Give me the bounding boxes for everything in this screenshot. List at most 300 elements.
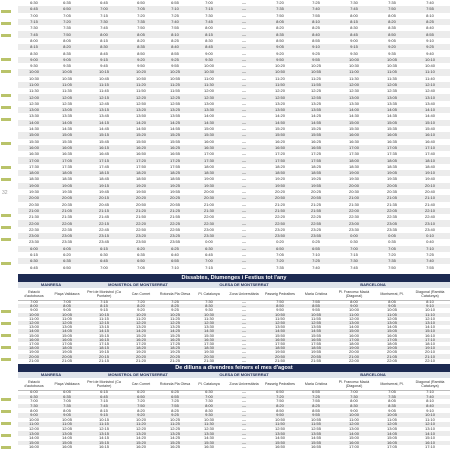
table-cell: 9:40 <box>426 50 434 56</box>
table-cell: 19:10 <box>424 170 435 176</box>
table-cell: 7:15 <box>100 398 108 404</box>
table-cell: 16:15 <box>98 336 109 342</box>
table-cell: — <box>242 37 246 43</box>
table-cell: 20:35 <box>386 189 397 195</box>
table-cell: 21:35 <box>61 214 72 220</box>
table-cell: — <box>242 412 246 418</box>
table-cell: 8:35 <box>137 44 145 50</box>
table-cell: 10:30 <box>348 63 359 69</box>
table-cell: 14:00 <box>203 113 214 119</box>
table-cell: 20:20 <box>135 353 146 359</box>
table-cell: 18:00 <box>28 170 39 176</box>
table-cell: 23:15 <box>98 233 109 239</box>
table-cell: 18:35 <box>61 176 72 182</box>
row-marker-icon <box>1 346 11 349</box>
table-cell: 20:25 <box>169 353 180 359</box>
table-cell: 8:20 <box>137 303 145 309</box>
table-cell: 8:55 <box>426 31 434 37</box>
column-header: Rotonda Pla Olesa <box>159 292 191 296</box>
table-cell: 18:25 <box>169 345 180 351</box>
table-cell: 16:05 <box>386 439 397 445</box>
table-cell: 13:15 <box>98 430 109 436</box>
table-row <box>18 94 450 100</box>
table-cell: 8:05 <box>63 37 71 43</box>
table-cell: 11:00 <box>204 75 214 81</box>
table-cell: 9:20 <box>137 56 145 62</box>
table-cell: 8:45 <box>205 44 213 50</box>
table-cell: 22:05 <box>386 207 397 213</box>
table-cell: 13:00 <box>348 320 359 326</box>
table-cell: 7:05 <box>63 12 71 18</box>
table-cell: 7:35 <box>137 19 145 25</box>
table-cell: 11:30 <box>204 82 214 87</box>
table-cell: 11:25 <box>170 82 180 87</box>
table-cell: 19:50 <box>135 189 146 195</box>
table-cell: 8:10 <box>312 19 320 25</box>
table-cell: 17:30 <box>348 151 359 157</box>
table-cell: 8:20 <box>137 407 145 413</box>
table-cell: 13:30 <box>203 324 214 330</box>
table-cell: 10:05 <box>386 56 397 62</box>
table-cell: 16:10 <box>424 439 435 445</box>
table-cell: 12:15 <box>98 320 109 326</box>
table-cell: 7:55 <box>426 264 434 270</box>
table-cell: 12:30 <box>203 94 214 100</box>
table-cell: 8:30 <box>205 37 213 43</box>
table-cell: 12:20 <box>135 320 146 326</box>
table-cell: 9:00 <box>350 407 358 413</box>
table-cell: 6:55 <box>171 0 179 6</box>
table-cell: 17:55 <box>310 157 321 163</box>
table-cell: — <box>242 31 246 37</box>
table-cell: 21:10 <box>424 195 435 201</box>
table-cell: 7:10 <box>171 264 179 270</box>
table-cell: 12:10 <box>424 421 435 427</box>
table-cell: 15:50 <box>135 138 146 144</box>
table-cell: — <box>242 435 246 441</box>
table-cell: 23:20 <box>135 233 146 239</box>
table-cell: 6:25 <box>171 245 179 251</box>
table-cell: 14:20 <box>135 328 146 334</box>
table-cell: 9:00 <box>350 303 358 309</box>
table-cell: 14:45 <box>98 126 109 132</box>
table-cell: 19:00 <box>28 349 39 355</box>
table-cell: 8:05 <box>388 398 396 404</box>
table-cell: — <box>242 163 246 169</box>
table-row <box>18 63 450 69</box>
table-cell: 7:50 <box>388 6 396 12</box>
table-cell: 13:30 <box>203 107 214 113</box>
table-cell: 14:00 <box>28 119 39 125</box>
table-cell: 14:10 <box>424 107 435 113</box>
table-cell: 12:05 <box>61 426 72 432</box>
table-cell: 16:10 <box>424 132 435 138</box>
table-cell: 21:05 <box>386 353 397 359</box>
table-cell: 7:00 <box>30 398 38 404</box>
row-marker-icon <box>1 142 11 145</box>
table-cell: 10:30 <box>28 75 39 81</box>
table-cell: 13:30 <box>28 113 39 119</box>
table-cell: 22:00 <box>28 220 39 226</box>
table-row <box>18 233 450 239</box>
table-cell: 20:45 <box>98 201 109 207</box>
table-cell: 14:20 <box>135 119 146 125</box>
table-cell: 16:50 <box>135 151 146 157</box>
table-cell: 15:05 <box>61 332 72 338</box>
table-cell: 10:50 <box>274 416 285 422</box>
table-cell: 17:05 <box>386 144 397 150</box>
table-cell: 16:05 <box>61 444 72 450</box>
table-cell: 17:35 <box>386 151 397 157</box>
table-cell: 7:35 <box>63 25 71 31</box>
table-cell: 9:15 <box>350 44 358 50</box>
table-row <box>18 170 450 176</box>
table-cell: 8:25 <box>312 403 320 409</box>
table-cell: 9:00 <box>350 37 358 43</box>
row-marker-icon <box>1 334 11 337</box>
table-cell: — <box>242 207 246 213</box>
table-cell: 20:00 <box>28 195 39 201</box>
table-cell: — <box>242 189 246 195</box>
table-cell: 22:15 <box>98 220 109 226</box>
table-cell: 14:00 <box>348 107 359 113</box>
table-cell: 20:05 <box>61 353 72 359</box>
group-header: MANRESA <box>40 282 62 287</box>
table-cell: 7:55 <box>171 25 179 31</box>
table-cell: 15:05 <box>386 328 397 334</box>
table-cell: 6:30 <box>30 0 38 6</box>
table-cell: 16:50 <box>274 336 285 342</box>
row-marker-icon <box>1 10 11 13</box>
table-cell: 9:10 <box>426 303 434 309</box>
table-cell: 8:05 <box>276 19 284 25</box>
column-header: Can Cornet <box>131 382 151 386</box>
table-cell: — <box>242 220 246 226</box>
table-cell: 20:00 <box>203 189 214 195</box>
table-cell: — <box>242 195 246 201</box>
table-cell: 8:50 <box>276 303 284 309</box>
table-cell: 20:05 <box>386 182 397 188</box>
table-cell: 12:30 <box>28 100 39 106</box>
table-cell: 7:45 <box>30 31 38 37</box>
table-cell: 21:55 <box>310 207 321 213</box>
table-cell: 8:00 <box>350 398 358 404</box>
table-cell: 16:25 <box>169 336 180 342</box>
table-cell: 10:20 <box>274 63 285 69</box>
table-cell: 19:55 <box>169 189 180 195</box>
table-cell: 17:25 <box>310 151 321 157</box>
table-cell: — <box>242 6 246 12</box>
table-cell: 17:30 <box>28 163 39 169</box>
group-header: OLESA DE MONTSERRAT <box>219 282 269 287</box>
table-cell: 17:25 <box>169 340 180 346</box>
table-cell: 14:05 <box>386 324 397 330</box>
table-cell: 9:00 <box>30 412 38 418</box>
table-cell: 10:05 <box>386 307 397 313</box>
table-cell: 8:40 <box>171 44 179 50</box>
table-cell: 6:30 <box>100 252 108 258</box>
table-cell: 16:20 <box>135 336 146 342</box>
table-cell: 9:35 <box>388 50 396 56</box>
table-cell: 11:05 <box>387 416 397 422</box>
table-cell: 8:15 <box>100 37 108 43</box>
table-cell: 8:55 <box>312 407 320 413</box>
table-cell: 19:30 <box>348 176 359 182</box>
table-cell: 12:30 <box>348 88 359 94</box>
table-cell: 13:05 <box>386 94 397 100</box>
column-header: Maria Cristina <box>304 382 328 386</box>
table-cell: 13:10 <box>424 426 435 432</box>
table-cell: 9:15 <box>100 56 108 62</box>
table-cell: 12:25 <box>310 88 321 94</box>
table-cell: 21:00 <box>28 357 39 363</box>
table-cell: 10:00 <box>28 69 39 75</box>
table-cell: 23:35 <box>61 239 72 245</box>
table-cell: 8:35 <box>388 25 396 31</box>
table-cell: 11:35 <box>387 75 397 81</box>
table-cell: 15:20 <box>135 439 146 445</box>
table-cell: 12:05 <box>61 94 72 100</box>
table-cell: 13:00 <box>348 426 359 432</box>
table-cell: 21:00 <box>28 207 39 213</box>
table-cell: 15:25 <box>169 439 180 445</box>
table-cell: 16:45 <box>98 151 109 157</box>
table-cell: 22:00 <box>348 207 359 213</box>
table-cell: 18:25 <box>310 163 321 169</box>
table-cell: 16:20 <box>135 144 146 150</box>
table-cell: 7:25 <box>171 12 179 18</box>
table-row <box>18 126 450 132</box>
table-cell: 14:10 <box>424 430 435 436</box>
table-cell: — <box>242 151 246 157</box>
table-cell: 18:50 <box>135 176 146 182</box>
table-cell: 8:30 <box>100 44 108 50</box>
column-header: Peri de Monistrol (Ca Puntaire) <box>87 290 121 298</box>
table-cell: 12:20 <box>135 94 146 100</box>
table-cell: 7:05 <box>388 245 396 251</box>
section-banner-weekends: Dissabtes, Diumenges i Festius tot l'any <box>18 274 450 282</box>
table-cell: 0:25 <box>312 239 320 245</box>
table-cell: 7:55 <box>171 403 179 409</box>
table-cell: 7:55 <box>426 6 434 12</box>
table-cell: — <box>242 349 246 355</box>
table-cell: 7:45 <box>100 403 108 409</box>
table-cell: — <box>242 63 246 69</box>
table-cell: 10:25 <box>169 416 180 422</box>
table-cell: — <box>242 233 246 239</box>
table-cell: 13:50 <box>274 430 285 436</box>
table-cell: 20:10 <box>424 182 435 188</box>
table-cell: 6:55 <box>171 258 179 264</box>
table-cell: 16:00 <box>28 444 39 450</box>
table-cell: 18:30 <box>28 176 39 182</box>
table-cell: 16:10 <box>424 332 435 338</box>
table-cell: 8:30 <box>30 50 38 56</box>
table-cell: 9:15 <box>100 307 108 313</box>
table-row <box>18 164 450 170</box>
table-cell: 14:00 <box>348 430 359 436</box>
table-cell: 7:35 <box>388 393 396 399</box>
table-cell: — <box>242 340 246 346</box>
table-cell: 22:30 <box>203 220 214 226</box>
table-row <box>18 82 450 88</box>
table-cell: 11:20 <box>136 82 146 87</box>
table-cell: 9:25 <box>171 56 179 62</box>
table-cell: 0:10 <box>426 233 434 239</box>
table-cell: 19:20 <box>135 349 146 355</box>
table-cell: 13:45 <box>98 113 109 119</box>
table-row <box>18 202 450 208</box>
table-cell: 7:10 <box>171 6 179 12</box>
table-cell: 7:05 <box>276 252 284 258</box>
table-cell: 12:55 <box>310 426 321 432</box>
table-cell: 15:15 <box>98 332 109 338</box>
table-cell: 18:10 <box>424 340 435 346</box>
table-cell: 16:00 <box>348 439 359 445</box>
table-cell: 23:00 <box>28 233 39 239</box>
table-cell: 18:00 <box>203 163 214 169</box>
column-header: Plaça Valldaura <box>54 382 80 386</box>
table-cell: 15:00 <box>28 132 39 138</box>
table-cell: 12:10 <box>424 82 435 87</box>
table-cell: 15:30 <box>203 332 214 338</box>
table-cell: 19:15 <box>98 349 109 355</box>
table-cell: 8:45 <box>100 50 108 56</box>
row-marker-icon <box>1 310 11 313</box>
table-cell: 17:10 <box>424 444 435 450</box>
table-cell: 14:25 <box>169 119 180 125</box>
table-cell: 23:50 <box>274 233 285 239</box>
table-row <box>18 19 450 25</box>
table-cell: 15:00 <box>348 328 359 334</box>
table-row <box>18 69 450 75</box>
table-cell: 7:25 <box>171 398 179 404</box>
table-cell: 9:10 <box>312 44 320 50</box>
table-cell: 8:35 <box>63 50 71 56</box>
table-cell: 22:10 <box>424 357 435 363</box>
table-cell: 15:50 <box>274 439 285 445</box>
table-cell: — <box>242 44 246 50</box>
row-marker-icon <box>1 22 11 25</box>
table-cell: — <box>242 357 246 363</box>
table-cell: 7:00 <box>30 12 38 18</box>
column-header: Pl. Catalunya <box>198 292 220 296</box>
row-marker-icon <box>1 58 11 61</box>
table-cell: 20:55 <box>310 195 321 201</box>
table-cell: 8:20 <box>388 19 396 25</box>
table-cell: 7:15 <box>100 12 108 18</box>
table-cell: 19:55 <box>310 349 321 355</box>
table-cell: 19:30 <box>28 189 39 195</box>
row-marker-icon <box>1 358 11 361</box>
table-cell: 8:20 <box>276 403 284 409</box>
table-cell: 11:05 <box>387 69 397 75</box>
table-cell: 18:50 <box>274 170 285 176</box>
table-cell: 7:05 <box>388 389 396 395</box>
table-cell: — <box>242 132 246 138</box>
table-cell: 14:50 <box>274 328 285 334</box>
column-header: Passeig Pedralbes <box>265 382 295 386</box>
table-cell: 8:50 <box>388 31 396 37</box>
table-cell: 9:30 <box>205 412 213 418</box>
table-cell: — <box>242 307 246 313</box>
table-cell: 10:55 <box>169 75 180 81</box>
table-cell: 19:50 <box>274 349 285 355</box>
table-cell: 18:05 <box>61 345 72 351</box>
table-cell: 7:30 <box>350 393 358 399</box>
table-row <box>18 132 450 138</box>
table-cell: 15:00 <box>348 119 359 125</box>
table-cell: 17:00 <box>348 444 359 450</box>
table-cell: — <box>242 426 246 432</box>
table-cell: — <box>242 324 246 330</box>
table-cell: 10:20 <box>135 416 146 422</box>
table-cell: 16:05 <box>386 132 397 138</box>
table-cell: 0:20 <box>276 239 284 245</box>
table-cell: 7:45 <box>350 6 358 12</box>
table-cell: 6:50 <box>137 393 145 399</box>
table-cell: 14:05 <box>386 430 397 436</box>
table-row <box>18 264 450 270</box>
table-cell: 7:55 <box>312 398 320 404</box>
table-cell: 11:35 <box>62 88 72 94</box>
column-header: Diagonal (Rambla Catalunya) <box>415 380 445 388</box>
table-cell: 8:20 <box>63 44 71 50</box>
table-cell: 15:30 <box>348 126 359 132</box>
table-cell: 15:30 <box>203 132 214 138</box>
column-header: Zona Universitària <box>229 382 259 386</box>
table-cell: 19:05 <box>386 345 397 351</box>
table-cell: 7:40 <box>426 393 434 399</box>
table-cell: 10:00 <box>348 56 359 62</box>
table-cell: — <box>242 303 246 309</box>
table-cell: 7:50 <box>63 31 71 37</box>
column-header: Zona Universitària <box>229 292 259 296</box>
table-cell: 8:25 <box>312 25 320 31</box>
row-marker-icon <box>1 238 11 241</box>
table-cell: 9:55 <box>312 56 320 62</box>
side-label: 32 <box>2 190 8 196</box>
table-cell: 22:10 <box>424 207 435 213</box>
table-cell: 12:05 <box>386 421 397 427</box>
table-cell: 20:50 <box>135 201 146 207</box>
table-cell: 16:25 <box>310 138 321 144</box>
table-cell: — <box>242 336 246 342</box>
table-cell: 12:20 <box>135 426 146 432</box>
table-cell: 15:25 <box>169 332 180 338</box>
table-cell: 7:40 <box>312 6 320 12</box>
table-cell: 7:50 <box>276 12 284 18</box>
table-cell: 10:00 <box>348 412 359 418</box>
table-cell: 13:05 <box>61 107 72 113</box>
table-cell: — <box>242 407 246 413</box>
table-cell: 7:25 <box>312 393 320 399</box>
table-cell: 16:00 <box>348 132 359 138</box>
table-cell: 7:40 <box>426 0 434 6</box>
table-cell: 7:15 <box>350 252 358 258</box>
table-cell: 10:05 <box>386 412 397 418</box>
table-cell: 11:00 <box>29 421 39 427</box>
table-cell: 6:35 <box>63 0 71 6</box>
table-cell: 11:55 <box>170 88 180 94</box>
table-cell: 12:00 <box>28 94 39 100</box>
table-cell: 7:10 <box>312 252 320 258</box>
table-cell: 23:55 <box>169 239 180 245</box>
table-cell: 21:00 <box>348 353 359 359</box>
table-cell: 20:00 <box>348 182 359 188</box>
table-cell: 16:35 <box>386 138 397 144</box>
table-cell: 6:15 <box>100 245 108 251</box>
